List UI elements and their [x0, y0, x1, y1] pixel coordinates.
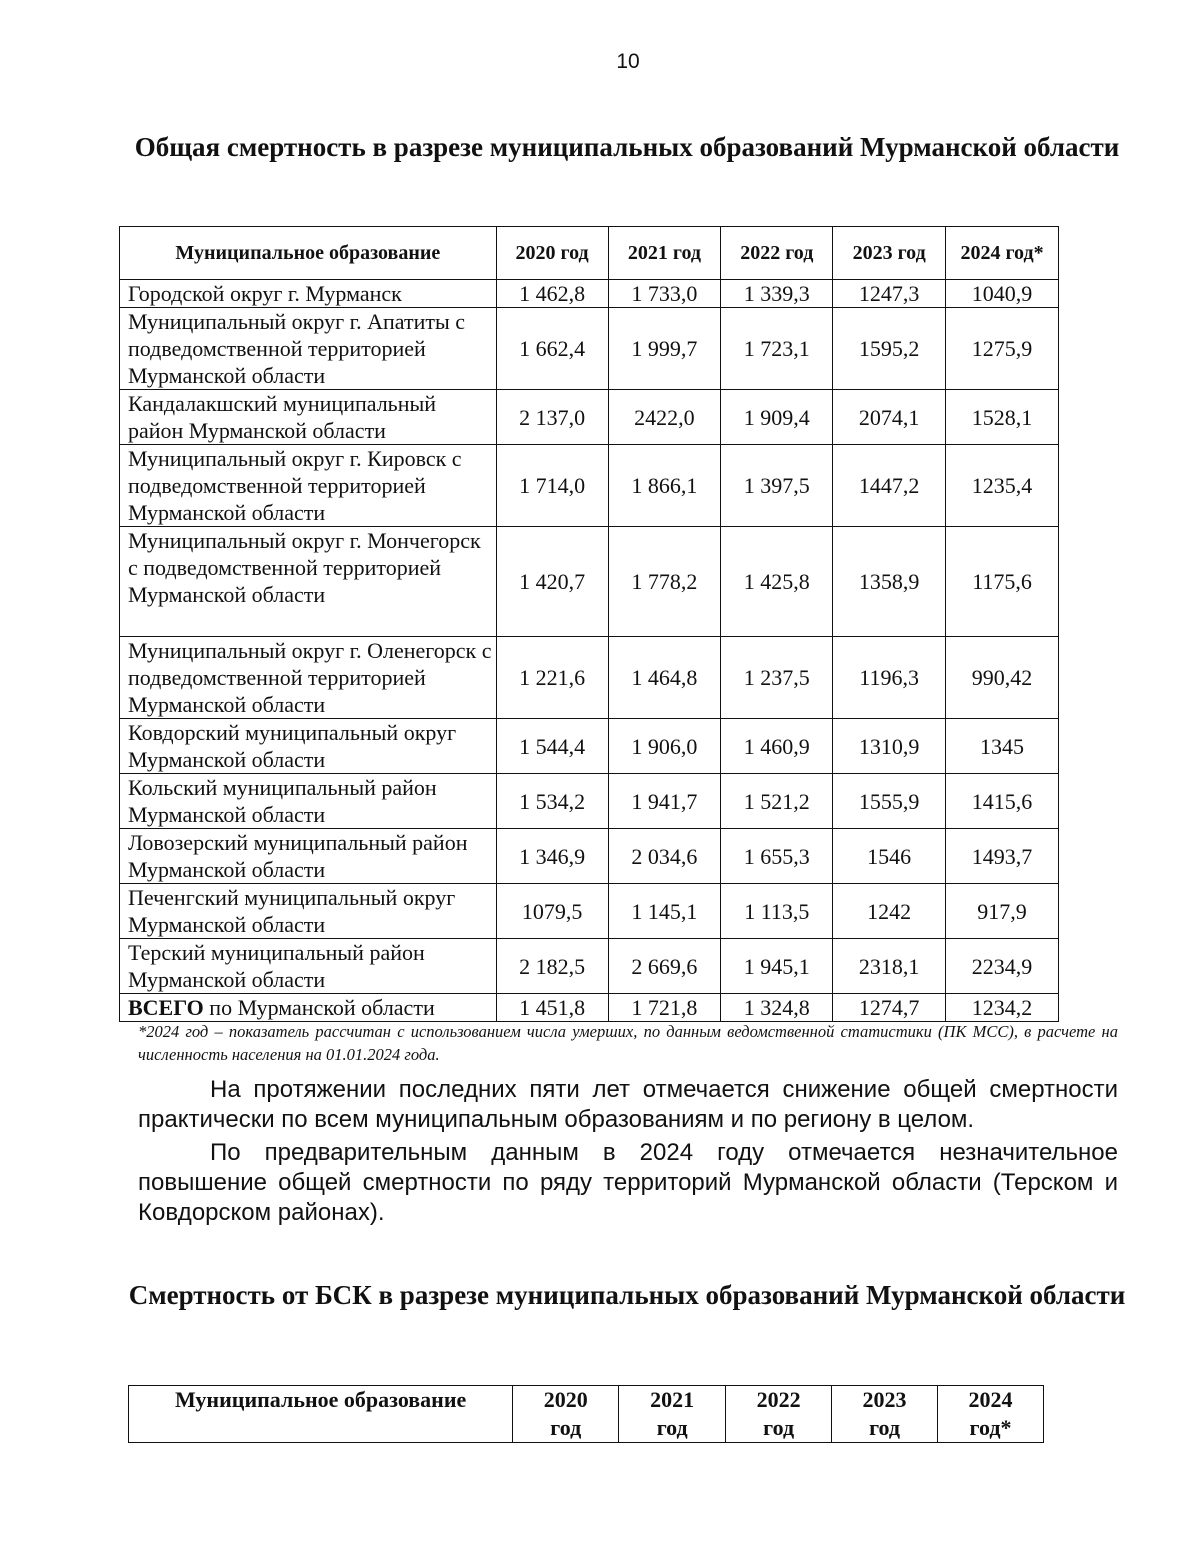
value-cell: 1 999,7 [608, 308, 721, 390]
value-cell: 1 462,8 [496, 280, 608, 308]
value-cell: 1 906,0 [608, 719, 721, 774]
value-cell: 1 420,7 [496, 527, 608, 637]
value-cell: 2 669,6 [608, 939, 721, 994]
table-header-row [129, 1386, 1044, 1443]
row-name-cell: Кольский муниципальный район Мурманской области [120, 774, 497, 829]
column-header: 2022 год [721, 227, 833, 280]
value-cell: 1 464,8 [608, 637, 721, 719]
column-header: 2022 год [726, 1386, 832, 1443]
column-header: 2020 год [513, 1386, 619, 1443]
value-cell: 1 733,0 [608, 280, 721, 308]
total-value-cell: 1 721,8 [608, 994, 721, 1022]
value-cell: 1 655,3 [721, 829, 833, 884]
value-cell: 1310,9 [833, 719, 946, 774]
row-name-cell: Печенгский муниципальный округ Мурманской области [120, 884, 497, 939]
row-name-cell: Ковдорский муниципальный округ Мурманской области [120, 719, 497, 774]
column-header: 2024 год* [946, 227, 1059, 280]
value-cell: 1 237,5 [721, 637, 833, 719]
table-row [120, 390, 1059, 445]
column-header: 2021 год [619, 1386, 726, 1443]
value-cell: 1175,6 [946, 527, 1059, 637]
value-cell: 1493,7 [946, 829, 1059, 884]
total-value-cell: 1 451,8 [496, 994, 608, 1022]
row-name-cell: Муниципальный округ г. Кировск с подведомственной территорией Мурманской области [120, 445, 497, 527]
paragraph [138, 1138, 1118, 1228]
value-cell: 1 460,9 [721, 719, 833, 774]
value-cell: 1196,3 [833, 637, 946, 719]
value-cell: 1235,4 [946, 445, 1059, 527]
value-cell: 1 662,4 [496, 308, 608, 390]
value-cell: 1247,3 [833, 280, 946, 308]
column-header: 2023 год [833, 227, 946, 280]
value-cell: 1 945,1 [721, 939, 833, 994]
table-total-row [120, 994, 1059, 1022]
value-cell: 1 778,2 [608, 527, 721, 637]
value-cell: 2 034,6 [608, 829, 721, 884]
value-cell: 1 866,1 [608, 445, 721, 527]
value-cell: 1 397,5 [721, 445, 833, 527]
row-name-cell: Муниципальный округ г. Мончегорск с подведомственной территорией Мурманской области [120, 527, 497, 637]
row-name-cell: Ловозерский муниципальный район Мурманской области [120, 829, 497, 884]
table-row [120, 939, 1059, 994]
value-cell: 1 544,4 [496, 719, 608, 774]
value-cell: 990,42 [946, 637, 1059, 719]
table-header-row [120, 227, 1059, 280]
total-value-cell: 1234,2 [946, 994, 1059, 1022]
value-cell: 1 521,2 [721, 774, 833, 829]
column-header: 2021 год [608, 227, 721, 280]
table-row [120, 445, 1059, 527]
value-cell: 1 339,3 [721, 280, 833, 308]
table-row [120, 719, 1059, 774]
table1-footnote: *2024 год – показатель рассчитан с использованием числа умерших, по данным ведомственной статистики (ПК МСС), в расчете на численность населения на 01.01.2024 года. [138, 1022, 1118, 1064]
value-cell: 2074,1 [833, 390, 946, 445]
value-cell: 1345 [946, 719, 1059, 774]
table-row [120, 829, 1059, 884]
value-cell: 2 182,5 [496, 939, 608, 994]
table-row [120, 774, 1059, 829]
value-cell: 1358,9 [833, 527, 946, 637]
value-cell: 2234,9 [946, 939, 1059, 994]
row-name-cell: Городской округ г. Мурманск [120, 280, 497, 308]
value-cell: 1275,9 [946, 308, 1059, 390]
value-cell: 1595,2 [833, 308, 946, 390]
column-header: Муниципальное образование [129, 1386, 513, 1443]
value-cell: 1 221,6 [496, 637, 608, 719]
table-row [120, 308, 1059, 390]
value-cell: 1546 [833, 829, 946, 884]
table-row [120, 637, 1059, 719]
value-cell: 1 534,2 [496, 774, 608, 829]
column-header: Муниципальное образование [120, 227, 497, 280]
total-value-cell: 1 324,8 [721, 994, 833, 1022]
value-cell: 1415,6 [946, 774, 1059, 829]
total-name-cell [120, 994, 497, 1022]
value-cell: 1 714,0 [496, 445, 608, 527]
column-header: 2023 год [832, 1386, 938, 1443]
page-number: 10 [616, 50, 640, 73]
table1-title: Общая смертность в разрезе муниципальных образований Мурманской области [134, 132, 1120, 162]
paragraph-text: По предварительным данным в 2024 году отмечается незначительное повышение общей смертности по ряду территорий Мурманской области (Терском и Ковдорском районах). [138, 1139, 1118, 1226]
value-cell: 1 909,4 [721, 390, 833, 445]
table-row [120, 280, 1059, 308]
value-cell: 1079,5 [496, 884, 608, 939]
table-row [120, 527, 1059, 637]
value-cell: 2422,0 [608, 390, 721, 445]
paragraph-text: На протяжении последних пяти лет отмечается снижение общей смертности практически по всем муниципальным образованиям и по региону в целом. [138, 1076, 1118, 1133]
row-name-cell: Терский муниципальный район Мурманской области [120, 939, 497, 994]
value-cell: 1 941,7 [608, 774, 721, 829]
row-name-cell: Муниципальный округ г. Апатиты с подведомственной территорией Мурманской области [120, 308, 497, 390]
value-cell: 2318,1 [833, 939, 946, 994]
mortality-table [119, 226, 1059, 1022]
value-cell: 2 137,0 [496, 390, 608, 445]
row-name-cell: Кандалакшский муниципальный район Мурманской области [120, 390, 497, 445]
bsk-mortality-table [128, 1385, 1044, 1443]
column-header: 2024 год* [938, 1386, 1044, 1443]
value-cell: 1 145,1 [608, 884, 721, 939]
column-header: 2020 год [496, 227, 608, 280]
total-label-rest: по Мурманской области [203, 995, 435, 1020]
row-name-cell: Муниципальный округ г. Оленегорск с подведомственной территорией Мурманской области [120, 637, 497, 719]
value-cell: 1555,9 [833, 774, 946, 829]
value-cell: 1 346,9 [496, 829, 608, 884]
table2-title: Смертность от БСК в разрезе муниципальных образований Мурманской области [128, 1280, 1126, 1310]
value-cell: 917,9 [946, 884, 1059, 939]
total-label: ВСЕГО [128, 995, 204, 1020]
value-cell: 1447,2 [833, 445, 946, 527]
value-cell: 1242 [833, 884, 946, 939]
value-cell: 1 113,5 [721, 884, 833, 939]
table-row [120, 884, 1059, 939]
value-cell: 1 425,8 [721, 527, 833, 637]
value-cell: 1040,9 [946, 280, 1059, 308]
paragraph [138, 1075, 1118, 1135]
value-cell: 1 723,1 [721, 308, 833, 390]
value-cell: 1528,1 [946, 390, 1059, 445]
total-value-cell: 1274,7 [833, 994, 946, 1022]
